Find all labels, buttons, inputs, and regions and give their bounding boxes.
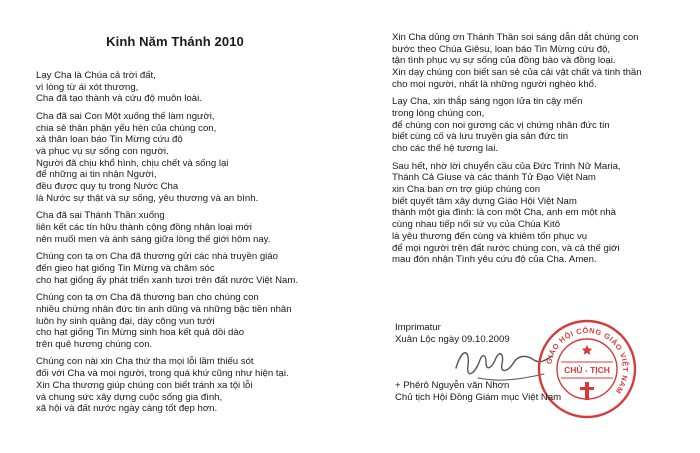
seal-center-text: CHỦ - TỊCH xyxy=(564,365,610,375)
prayer-line: thành một gia đình: là con một Cha, anh em một nhà xyxy=(392,207,616,219)
prayer-line: Cha đã sai Thánh Thần xuống xyxy=(36,210,165,222)
prayer-line: Sau hết, nhờ lời chuyển cầu của Đức Trinh Nữ Maria, xyxy=(392,160,621,172)
prayer-line: Lạy Cha, xin thắp sáng ngọn lửa tin cậy mến xyxy=(392,96,583,108)
prayer-line: đối với Cha và mọi người, trong quá khứ cũng như hiện tại. xyxy=(36,368,289,380)
prayer-line: luôn hy sinh quảng đại, dày công vun tưới xyxy=(36,315,215,327)
prayer-line: trên quê hương chúng con. xyxy=(36,338,153,350)
prayer-line: biết quyết tâm xây dựng Giáo Hội Việt Nam xyxy=(392,195,577,207)
prayer-line: nhiều chứng nhân đức tin anh dũng và những bậc tiền nhân xyxy=(36,303,292,315)
prayer-line: và chung sức xây dựng cuộc sống gia đình, xyxy=(36,391,223,403)
prayer-line: đều được quy tụ trong Nước Cha xyxy=(36,181,179,193)
prayer-paragraph xyxy=(36,251,352,286)
prayer-line: trong lòng chúng con, xyxy=(392,108,485,120)
prayer-line: cho hạt giống Tin Mừng sinh hoa kết quả dồi dào xyxy=(36,327,245,339)
prayer-line: Lạy Cha là Chúa cả trời đất, xyxy=(36,70,156,81)
prayer-paragraph xyxy=(392,96,692,155)
prayer-paragraph xyxy=(36,210,352,245)
prayer-line: xin Cha ban ơn trợ giúp chúng con xyxy=(392,184,541,196)
right-column xyxy=(392,32,692,272)
imprimatur-place-date: Xuân Lộc ngày 09.10.2009 xyxy=(395,333,510,345)
prayer-paragraph xyxy=(36,70,352,105)
prayer-line: Chúng con tạ ơn Cha đã thương gửi các nhà truyền giáo xyxy=(36,251,278,263)
cross-icon xyxy=(580,382,594,400)
prayer-line: là yêu thương đến cùng và khiêm tốn phục vụ xyxy=(392,230,588,242)
prayer-line: đến gieo hạt giống Tin Mừng và chăm sóc xyxy=(36,262,215,274)
prayer-line: để những ai tin nhận Người, xyxy=(36,169,157,181)
prayer-line: Chúng con nài xin Cha thứ tha mọi lỗi lầm thiếu sót xyxy=(36,356,254,368)
prayer-line: cùng nhau tiếp nối sứ vụ của Chúa Kitô xyxy=(392,219,561,231)
imprimatur-label: Imprimatur xyxy=(395,322,441,333)
star-icon xyxy=(582,345,592,355)
prayer-line: và phục vụ sự sống con người. xyxy=(36,146,169,158)
prayer-line: vì lòng từ ái xót thương, xyxy=(36,81,139,93)
prayer-line: Xin Cha dủng ơn Thánh Thần soi sáng dẫn dắt chúng con xyxy=(392,32,639,43)
prayer-line: để mọi người trên đất nước chúng con, và cả thế giới xyxy=(392,242,620,254)
prayer-line: để chúng con noi gương các vị chứng nhân đức tin xyxy=(392,119,610,131)
official-seal xyxy=(536,318,638,420)
prayer-line: cho hạt giống ấy phát triển xanh tươi trên đất nước Việt Nam. xyxy=(36,274,299,286)
prayer-paragraph xyxy=(36,111,352,205)
issuer-block xyxy=(395,380,561,403)
prayer-line: là Nước sự thật và sự sống, yêu thương và an bình. xyxy=(36,192,259,204)
prayer-line: bước theo Chúa Giêsu, loan báo Tin Mừng cứu độ, xyxy=(392,43,611,55)
prayer-paragraph xyxy=(36,292,352,351)
prayer-line: Chúng con tạ ơn Cha đã thương ban cho chúng con xyxy=(36,292,259,304)
prayer-paragraph xyxy=(36,356,352,415)
prayer-line: mau đón nhận Tình yêu cứu độ của Cha. Amen. xyxy=(392,254,597,266)
prayer-line: Thánh Cả Giuse và các thánh Tử Đạo Việt Nam xyxy=(392,172,596,184)
seal-outer-text: GIÁO HỘI CÔNG GIÁO VIỆT NAM xyxy=(544,325,631,396)
prayer-line: cho mọi người, nhất là những người nghèo khổ. xyxy=(392,78,597,90)
prayer-line: xã hội và đất nước ngày càng tốt đẹp hơn. xyxy=(36,403,218,415)
issuer-name: + Phêrô Nguyễn văn Nhơn xyxy=(395,380,510,391)
prayer-line: tận tình phục vụ sự sống của đồng bào và đồng loại. xyxy=(392,55,616,67)
prayer-line: Xin Cha thương giúp chúng con biết tránh xa tội lỗi xyxy=(36,379,253,391)
prayer-line: biết cùng cố và lưu truyền gia sản đức tin xyxy=(392,131,569,143)
prayer-line: Cha đã sai Con Một xuống thế làm người, xyxy=(36,110,215,122)
page-title: Kinh Năm Thánh 2010 xyxy=(106,34,244,49)
issuer-title: Chủ tịch Hội Đồng Giám mục Việt Nam xyxy=(395,391,562,403)
prayer-line: Cha đã tạo thành và cứu độ muôn loài. xyxy=(36,93,202,105)
prayer-line: nên muối men và ánh sáng giữa lòng thế giới hôm nay. xyxy=(36,233,271,245)
prayer-paragraph xyxy=(392,161,692,266)
prayer-line: Xin dạy chúng con biết san sẻ của cải vật chất và tinh thần xyxy=(392,67,642,79)
prayer-line: liên kết các tín hữu thành cộng đồng nhân loại mới xyxy=(36,222,252,234)
prayer-line: chia sẻ thân phận yếu hèn của chúng con, xyxy=(36,122,217,134)
prayer-line: cho các thế hệ tương lai. xyxy=(392,143,499,155)
left-column xyxy=(36,70,352,421)
prayer-line: Người đã chịu khổ hình, chịu chết và sống lại xyxy=(36,157,229,169)
prayer-paragraph xyxy=(392,32,692,91)
prayer-line: xả thân loan báo Tin Mừng cứu độ xyxy=(36,134,183,146)
